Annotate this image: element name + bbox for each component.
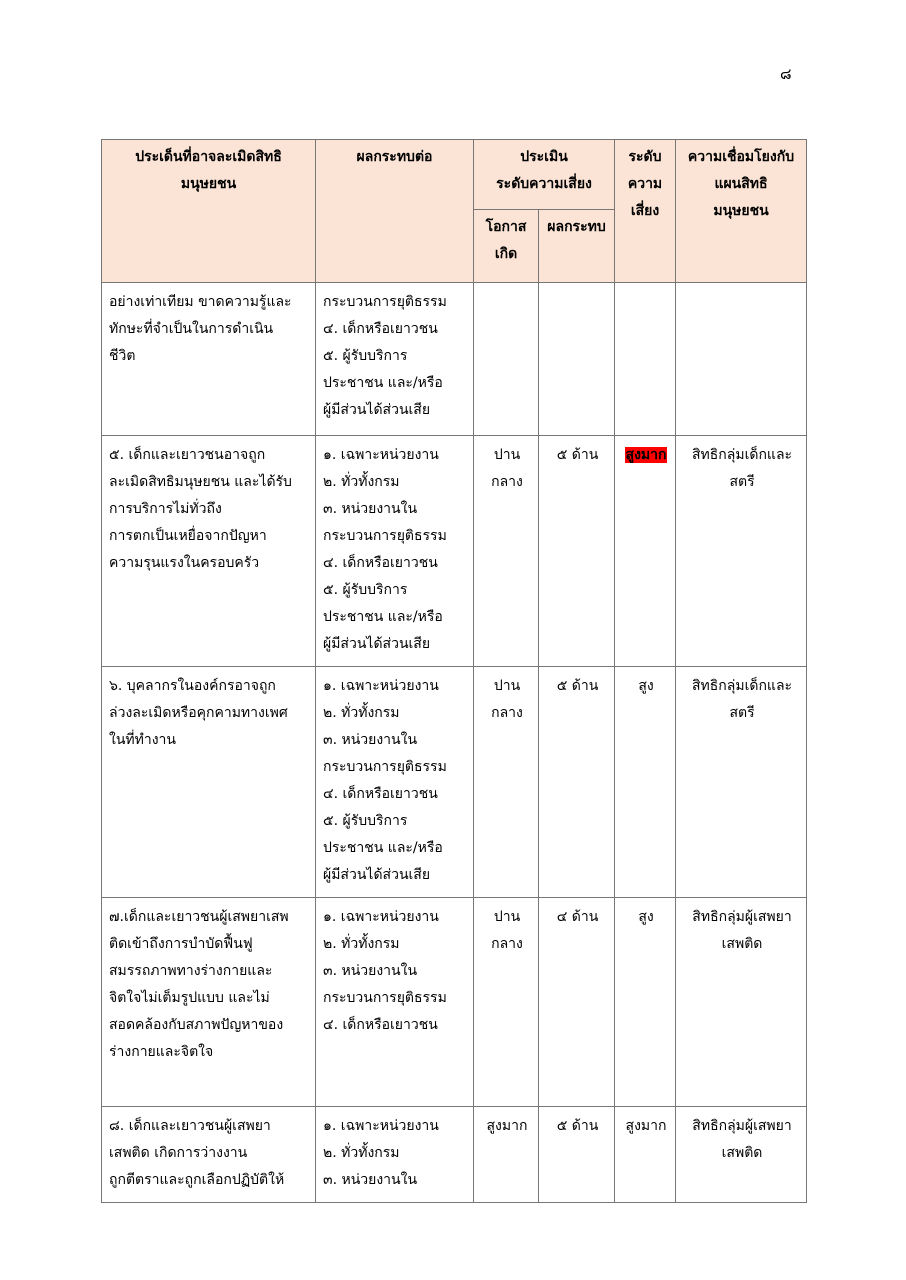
- table-row: [102, 436, 807, 667]
- header-impact: ผลกระทบต่อ: [316, 140, 474, 283]
- table-row: [102, 283, 807, 436]
- page-number: ๘: [780, 65, 792, 83]
- link-cell: สิทธิกลุ่มเด็กและ สตรี: [676, 667, 807, 898]
- consequence-cell: ๕ ด้าน: [539, 436, 615, 667]
- issue-cell: อย่างเท่าเทียม ขาดความรู้และ ทักษะที่จำเป็นในการดำเนิน ชีวิต: [102, 283, 316, 436]
- risk-level-cell: สูง: [615, 898, 676, 1107]
- impact-cell: ๑. เฉพาะหน่วยงาน ๒. ทั่วทั้งกรม ๓. หน่วยงานใน กระบวนการยุติธรรม ๔. เด็กหรือเยาวชน ๕. ผู้รับบริการ ประชาชน และ/หรือ ผู้มีส่วนได้ส่วนเสีย: [316, 667, 474, 898]
- likelihood-cell: ปาน กลาง: [474, 436, 539, 667]
- risk-level-cell: [615, 283, 676, 436]
- issue-cell: ๗.เด็กและเยาวชนผู้เสพยาเสพ ติดเข้าถึงการบำบัดฟื้นฟู สมรรถภาพทางร่างกายและ จิตใจไม่เต็มรูปแบบ และไม่ สอดคล้องกับสภาพปัญหาของ ร่างกายและจิตใจ: [102, 898, 316, 1107]
- header-consequence: ผลกระทบ: [539, 210, 615, 283]
- link-cell: [676, 283, 807, 436]
- link-cell: สิทธิกลุ่มผู้เสพยา เสพติด: [676, 1107, 807, 1203]
- likelihood-cell: ปาน กลาง: [474, 898, 539, 1107]
- risk-assessment-table: [101, 139, 807, 1203]
- likelihood-cell: [474, 283, 539, 436]
- risk-level-cell: สูงมาก: [615, 1107, 676, 1203]
- table-row: [102, 1107, 807, 1203]
- table-row: [102, 898, 807, 1107]
- likelihood-cell: ปาน กลาง: [474, 667, 539, 898]
- header-link: ความเชื่อมโยงกับ แผนสิทธิ มนุษยชน: [676, 140, 807, 283]
- header-likelihood: โอกาส เกิด: [474, 210, 539, 283]
- impact-cell: ๑. เฉพาะหน่วยงาน ๒. ทั่วทั้งกรม ๓. หน่วยงานใน กระบวนการยุติธรรม ๔. เด็กหรือเยาวชน: [316, 898, 474, 1107]
- risk-highlight: สูงมาก: [625, 447, 667, 463]
- impact-cell: ๑. เฉพาะหน่วยงาน ๒. ทั่วทั้งกรม ๓. หน่วยงานใน: [316, 1107, 474, 1203]
- header-risk-level: ระดับ ความ เสี่ยง: [615, 140, 676, 283]
- consequence-cell: ๔ ด้าน: [539, 898, 615, 1107]
- impact-cell: ๑. เฉพาะหน่วยงาน ๒. ทั่วทั้งกรม ๓. หน่วยงานใน กระบวนการยุติธรรม ๔. เด็กหรือเยาวชน ๕. ผู้รับบริการ ประชาชน และ/หรือ ผู้มีส่วนได้ส่วนเสีย: [316, 436, 474, 667]
- risk-level-cell: สูง: [615, 667, 676, 898]
- consequence-cell: ๕ ด้าน: [539, 667, 615, 898]
- issue-cell: ๖. บุคลากรในองค์กรอาจถูก ล่วงละเมิดหรือคุกคามทางเพศ ในที่ทำงาน: [102, 667, 316, 898]
- header-issue: ประเด็นที่อาจละเมิดสิทธิ มนุษยชน: [102, 140, 316, 283]
- link-cell: สิทธิกลุ่มเด็กและ สตรี: [676, 436, 807, 667]
- consequence-cell: [539, 283, 615, 436]
- header-assessment: ประเมิน ระดับความเสี่ยง: [474, 140, 615, 210]
- issue-cell: ๕. เด็กและเยาวชนอาจถูก ละเมิดสิทธิมนุษยชน และได้รับ การบริการไม่ทั่วถึง การตกเป็นเหยื่อจากปัญหา ความรุนแรงในครอบครัว: [102, 436, 316, 667]
- likelihood-cell: สูงมาก: [474, 1107, 539, 1203]
- consequence-cell: ๕ ด้าน: [539, 1107, 615, 1203]
- impact-cell: กระบวนการยุติธรรม ๔. เด็กหรือเยาวชน ๕. ผู้รับบริการ ประชาชน และ/หรือ ผู้มีส่วนได้ส่วนเสีย: [316, 283, 474, 436]
- risk-level-cell: [615, 436, 676, 667]
- table-row: [102, 667, 807, 898]
- issue-cell: ๘. เด็กและเยาวชนผู้เสพยา เสพติด เกิดการว่างงาน ถูกตีตราและถูกเลือกปฏิบัติให้: [102, 1107, 316, 1203]
- link-cell: สิทธิกลุ่มผู้เสพยา เสพติด: [676, 898, 807, 1107]
